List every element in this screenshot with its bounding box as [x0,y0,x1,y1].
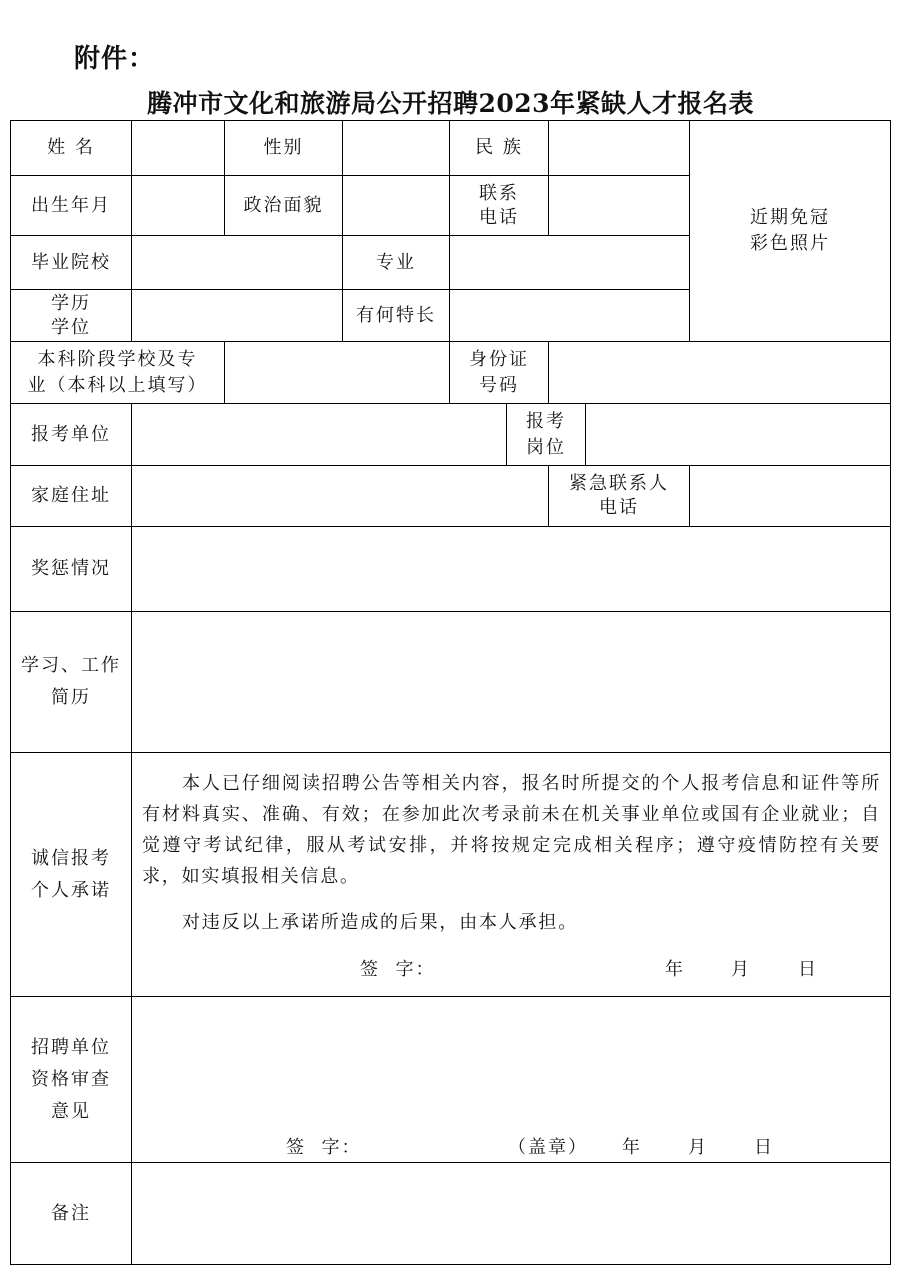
label-remarks: 备注 [51,1202,91,1224]
pledge-year: 年 [665,959,685,980]
label-name: 姓 名 [47,137,95,158]
label-major: 专业 [376,251,416,273]
review-sign-label: 签 字： [286,1137,362,1158]
attachment-label: 附件： [74,44,156,74]
label-position: 报考 岗位 [526,410,566,458]
label-school: 毕业院校 [31,251,111,273]
label-phone: 联系 电话 [479,182,519,228]
pledge-month: 月 [731,959,751,980]
label-unit: 报考单位 [31,423,111,445]
pledge-day: 日 [798,959,818,980]
review-year: 年 [622,1137,642,1158]
label-id-number: 身份证 号码 [469,348,529,396]
label-birth: 出生年月 [31,194,111,216]
label-degree: 学历 学位 [51,292,91,338]
label-ethnicity: 民 族 [475,137,523,158]
review-day: 日 [754,1137,774,1158]
pledge-sign-label: 签 字： [360,959,436,980]
label-skills: 有何特长 [356,304,436,326]
label-awards: 奖惩情况 [31,558,111,579]
label-photo: 近期免冠 彩色照片 [750,207,830,254]
form-title: 腾冲市文化和旅游局公开招聘2023年紧缺人才报名表 [146,89,755,118]
label-pledge: 诚信报考 个人承诺 [31,847,111,901]
label-political: 政治面貌 [243,194,324,216]
review-seal-label: （盖章） [508,1137,588,1158]
label-gender: 性别 [263,137,304,158]
label-review: 招聘单位 资格审查 意见 [31,1036,111,1122]
pledge-paragraph-2: 对违反以上承诺所造成的后果，由本人承担。 [182,912,578,933]
label-undergrad: 本科阶段学校及专 业（本科以上填写） [27,348,208,396]
label-address: 家庭住址 [31,485,111,506]
label-resume: 学习、工作 简历 [21,655,121,708]
pledge-paragraph-1: 本人已仔细阅读招聘公告等相关内容，报名时所提交的个人报考信息和证件等所有材料真实、准确、有效；在参加此次考录前未在机关事业单位或国有企业就业；自觉遵守考试纪律，服从考试安排，并将按规定完成相关程序；遵守疫情防控有关要求，如实填报相关信息。 [142,773,881,887]
label-emergency: 紧急联系人 电话 [569,473,669,518]
review-month: 月 [688,1137,708,1158]
